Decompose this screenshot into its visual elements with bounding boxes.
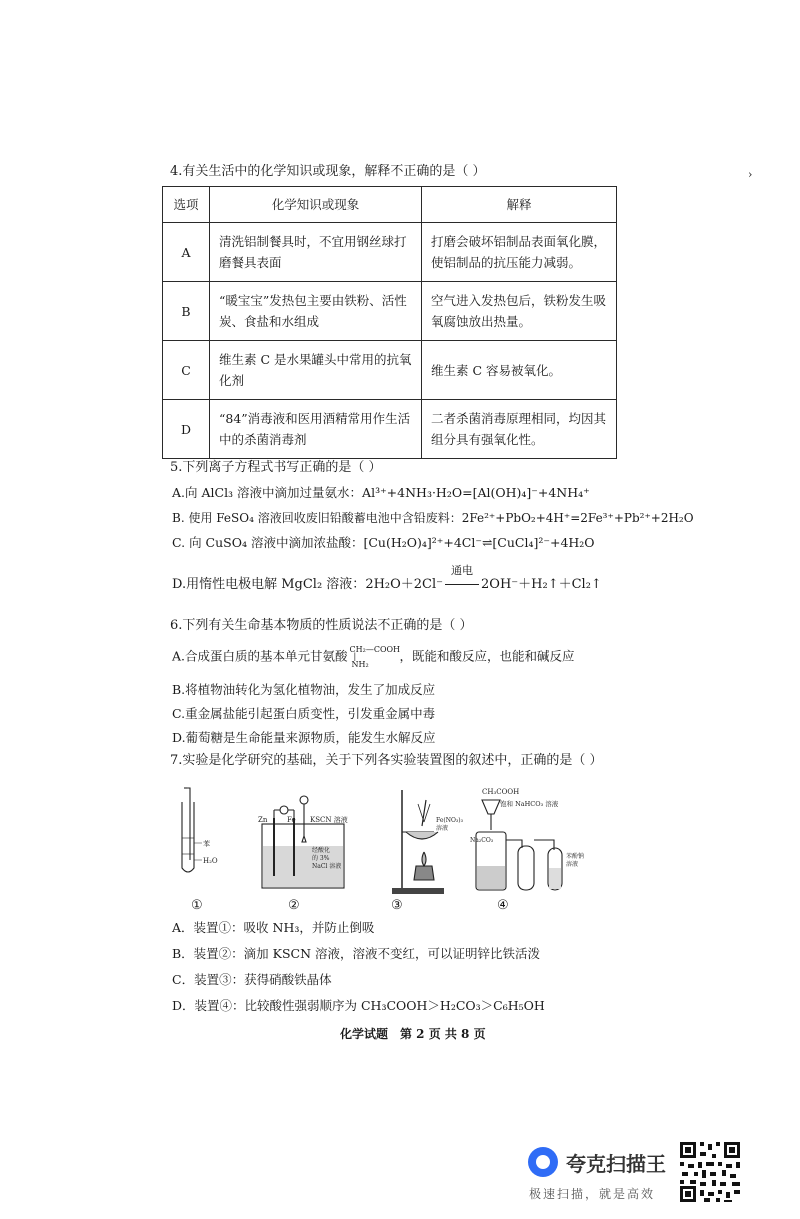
row-explain: 维生素 C 容易被氧化。	[422, 341, 617, 400]
label-phenol-sol: 溶液	[566, 861, 579, 868]
question-5-option-c: C. 向 CuSO₄ 溶液中滴加浓盐酸：[Cu(H₂O)₄]²⁺+4Cl⁻⇌[CuCl₄]²⁻+4H₂O	[172, 535, 595, 550]
question-7-option-c: C．装置③：获得硝酸铁晶体	[172, 972, 332, 987]
row-knowledge: 维生素 C 是水果罐头中常用的抗氧 化剂	[210, 341, 422, 400]
label-fe-no3: Fe(NO₃)₃	[436, 817, 464, 824]
qr-code-icon	[678, 1140, 742, 1204]
apparatus-3	[392, 790, 464, 894]
row-label: A	[163, 223, 210, 282]
question-6-option-d: D.葡萄糖是生命能量来源物质，能发生水解反应	[172, 730, 436, 745]
label-ch3cooh: CH₃COOH	[482, 788, 520, 796]
figure-number-1: ①	[191, 898, 203, 913]
row-explain: 二者杀菌消毒原理相同，均因其 组分具有强氧化性。	[422, 400, 617, 459]
row-knowledge: “84”消毒液和医用酒精常用作生活 中的杀菌消毒剂	[210, 400, 422, 459]
row-label: B	[163, 282, 210, 341]
label-water: H₂O	[203, 857, 218, 865]
label-zn: Zn	[258, 816, 268, 824]
question-5-option-a: A.向 AlCl₃ 溶液中滴加过量氨水：Al³⁺+4NH₃·H₂O=[Al(OH)₄]⁻+4NH₄⁺	[172, 485, 590, 500]
scanner-slogan: 极速扫描，就是高效	[529, 1187, 656, 1201]
question-4-stem: 4.有关生活中的化学知识或现象，解释不正确的是（ ）	[170, 164, 486, 179]
table-header-knowledge: 化学知识或现象	[210, 187, 422, 223]
question-7-option-b: B．装置②：滴加 KSCN 溶液，溶液不变红，可以证明锌比铁活泼	[172, 946, 541, 961]
label-fe-no3-sol: 溶液	[436, 825, 449, 832]
row-explain: 打磨会破坏铝制品表面氧化膜， 使铝制品的抗压能力减弱。	[422, 223, 617, 282]
apparatus-4	[470, 788, 584, 890]
page-footer: 化学试题 第 2 页 共 8 页	[340, 1027, 486, 1041]
figure-number-3: ③	[391, 898, 403, 913]
glycine-structure: CH₂—COOH | NH₂	[349, 645, 401, 669]
row-label: C	[163, 341, 210, 400]
row-explain: 空气进入发热包后，铁粉发生吸 氧腐蚀放出热量。	[422, 282, 617, 341]
question-6-stem: 6.下列有关生命基本物质的性质说法不正确的是（ ）	[170, 618, 473, 633]
table-row	[163, 223, 617, 282]
label-fe: Fe	[287, 816, 296, 824]
question-7-stem: 7.实验是化学研究的基础，关于下列各实验装置图的叙述中，正确的是（ ）	[170, 753, 603, 768]
table-row	[163, 282, 617, 341]
question-5-stem: 5.下列离子方程式书写正确的是（ ）	[170, 460, 382, 475]
question-6-option-a: A.合成蛋白质的基本单元甘氨酸 CH₂—COOH | NH₂ ，既能和酸反应，也能和碱反应	[172, 645, 575, 669]
label-nacl-1: 经酸化	[312, 847, 331, 854]
question-6-option-c: C.重金属盐能引起蛋白质变性，引发重金属中毒	[172, 706, 436, 721]
label-nahco3: 饱和 NaHCO₃ 溶液	[500, 800, 559, 808]
label-phenol: 苯酚钠	[566, 853, 585, 860]
row-label: D	[163, 400, 210, 459]
figure-number-2: ②	[288, 898, 300, 913]
label-nacl-2: 的 3%	[312, 855, 330, 862]
question-4-table	[162, 186, 617, 459]
table-row	[163, 400, 617, 459]
label-nacl-3: NaCl 溶液	[312, 863, 342, 870]
table-header-explain: 解释	[422, 187, 617, 223]
q7-apparatus-figure	[170, 780, 600, 915]
row-knowledge: “暖宝宝”发热包主要由铁粉、活性 炭、食盐和水组成	[210, 282, 422, 341]
label-benzene: 苯	[203, 840, 210, 848]
question-5-option-b: B. 使用 FeSO₄ 溶液回收废旧铅酸蓄电池中含铅废料：2Fe²⁺+PbO₂+4H⁺=2Fe³⁺+Pb²⁺+2H₂O	[172, 511, 694, 525]
apparatus-1	[182, 788, 218, 872]
table-header-option: 选项	[163, 187, 210, 223]
label-na2co3: Na₂CO₃	[470, 837, 494, 844]
page-mark: ›	[748, 168, 753, 181]
figure-number-4: ④	[497, 898, 509, 913]
row-knowledge: 清洗铝制餐具时，不宜用钢丝球打 磨餐具表面	[210, 223, 422, 282]
table-header-row	[163, 187, 617, 223]
electrolysis-arrow: 通电	[445, 576, 479, 594]
question-5-option-d: D.用惰性电极电解 MgCl₂ 溶液：2H₂O＋2Cl⁻ 通电 2OH⁻＋H₂↑＋Cl₂↑	[172, 564, 602, 592]
question-7-option-d: D．装置④：比较酸性强弱顺序为 CH₃COOH＞H₂CO₃＞C₆H₅OH	[172, 998, 545, 1013]
label-kscn: KSCN 溶液	[310, 816, 348, 824]
scanner-brand: 夸克扫描王	[566, 1152, 666, 1176]
question-7-option-a: A．装置①：吸收 NH₃，并防止倒吸	[172, 920, 375, 935]
question-6-option-b: B.将植物油转化为氢化植物油，发生了加成反应	[172, 682, 436, 697]
scanner-logo-icon	[528, 1147, 558, 1177]
table-row	[163, 341, 617, 400]
apparatus-2	[258, 796, 348, 888]
